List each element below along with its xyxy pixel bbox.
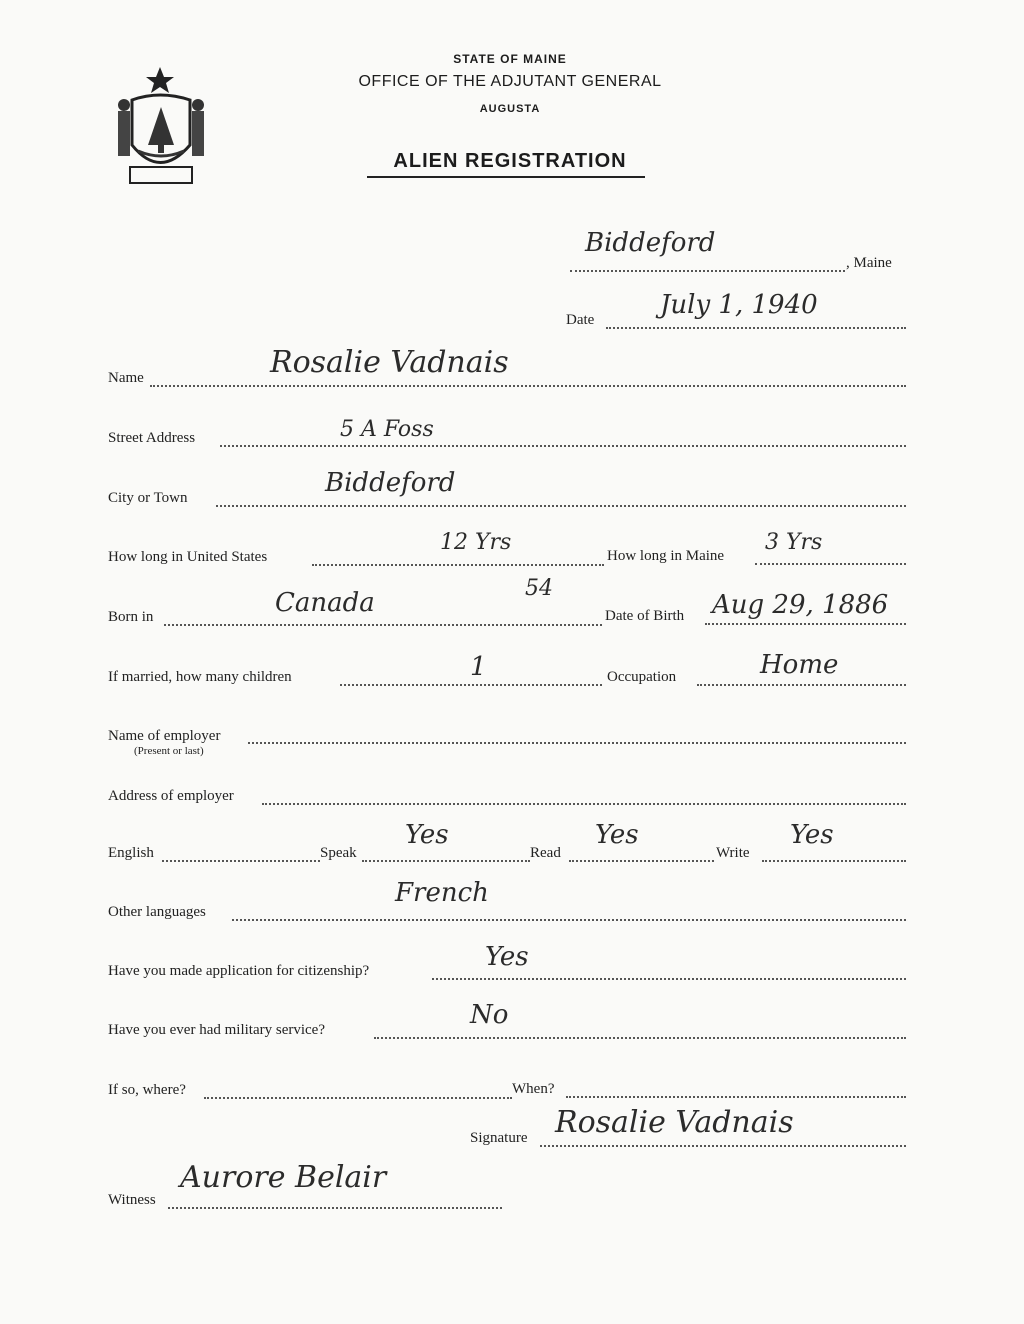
form-title: ALIEN REGISTRATION [393, 150, 627, 172]
citizenship-value[interactable]: Yes [485, 942, 529, 972]
military-line [374, 1037, 906, 1039]
write-line [762, 860, 906, 862]
dob-value[interactable]: Aug 29, 1886 [712, 590, 889, 620]
witness-line [168, 1207, 502, 1209]
header-office: OFFICE OF THE ADJUTANT GENERAL [358, 73, 662, 90]
other-languages-line [232, 919, 906, 921]
where-line[interactable] [204, 1097, 512, 1099]
employer-label: Name of employer [108, 728, 221, 744]
born-label: Born in [108, 609, 154, 625]
children-value[interactable]: 1 [470, 652, 487, 682]
signature-line [540, 1145, 906, 1147]
military-value[interactable]: No [470, 1000, 509, 1030]
other-languages-value[interactable]: French [395, 878, 489, 908]
occupation-value[interactable]: Home [760, 650, 839, 680]
write-value[interactable]: Yes [790, 820, 834, 850]
employer-sublabel: (Present or last) [134, 745, 204, 757]
read-line [569, 860, 714, 862]
street-label: Street Address [108, 430, 196, 446]
place-label: , Maine [846, 255, 892, 271]
english-line [162, 860, 320, 862]
employer-line[interactable] [248, 742, 906, 744]
read-value[interactable]: Yes [595, 820, 639, 850]
city-line [216, 505, 906, 507]
date-line [606, 327, 906, 329]
english-label: English [108, 845, 154, 861]
when-label: When? [512, 1081, 555, 1097]
where-label: If so, where? [108, 1082, 186, 1098]
title-underline [367, 176, 645, 178]
place-value[interactable]: Biddeford [585, 228, 716, 258]
us-years-label: How long in United States [108, 549, 268, 565]
city-label: City or Town [108, 490, 188, 506]
city-value[interactable]: Biddeford [325, 468, 456, 498]
employer-address-line[interactable] [262, 803, 906, 805]
occupation-label: Occupation [607, 669, 677, 685]
born-extra-value: 54 [525, 576, 553, 601]
citizenship-label: Have you made application for citizenship? [108, 963, 370, 979]
children-line [340, 684, 602, 686]
when-line[interactable] [566, 1096, 906, 1098]
witness-value[interactable]: Aurore Belair [180, 1160, 387, 1195]
citizenship-line [432, 978, 906, 980]
us-years-value[interactable]: 12 Yrs [440, 530, 512, 555]
born-line [164, 624, 602, 626]
dob-label: Date of Birth [605, 608, 685, 624]
us-years-line [312, 564, 604, 566]
other-languages-label: Other languages [108, 904, 206, 920]
header-city: AUGUSTA [479, 103, 541, 115]
maine-years-label: How long in Maine [607, 548, 725, 564]
signature-value[interactable]: Rosalie Vadnais [555, 1105, 794, 1140]
children-label: If married, how many children [108, 669, 292, 685]
date-value[interactable]: July 1, 1940 [660, 290, 818, 320]
maine-years-value[interactable]: 3 Yrs [765, 530, 823, 555]
street-value[interactable]: 5 A Foss [340, 417, 434, 442]
maine-state-seal-icon [112, 65, 222, 190]
name-line [150, 385, 906, 387]
born-value[interactable]: Canada [275, 588, 375, 618]
signature-label: Signature [470, 1130, 528, 1146]
military-label: Have you ever had military service? [108, 1022, 325, 1038]
witness-label: Witness [108, 1192, 156, 1208]
employer-address-label: Address of employer [108, 788, 234, 804]
header-state: STATE OF MAINE [453, 52, 567, 66]
date-label: Date [566, 312, 595, 328]
occupation-line [697, 684, 906, 686]
speak-label: Speak [320, 845, 357, 861]
place-line [570, 270, 845, 272]
speak-line [362, 860, 530, 862]
write-label: Write [716, 845, 750, 861]
dob-line [705, 623, 906, 625]
read-label: Read [530, 845, 561, 861]
name-value[interactable]: Rosalie Vadnais [270, 345, 509, 380]
street-line [220, 445, 906, 447]
maine-years-line [755, 563, 906, 565]
name-label: Name [108, 370, 144, 386]
speak-value[interactable]: Yes [405, 820, 449, 850]
